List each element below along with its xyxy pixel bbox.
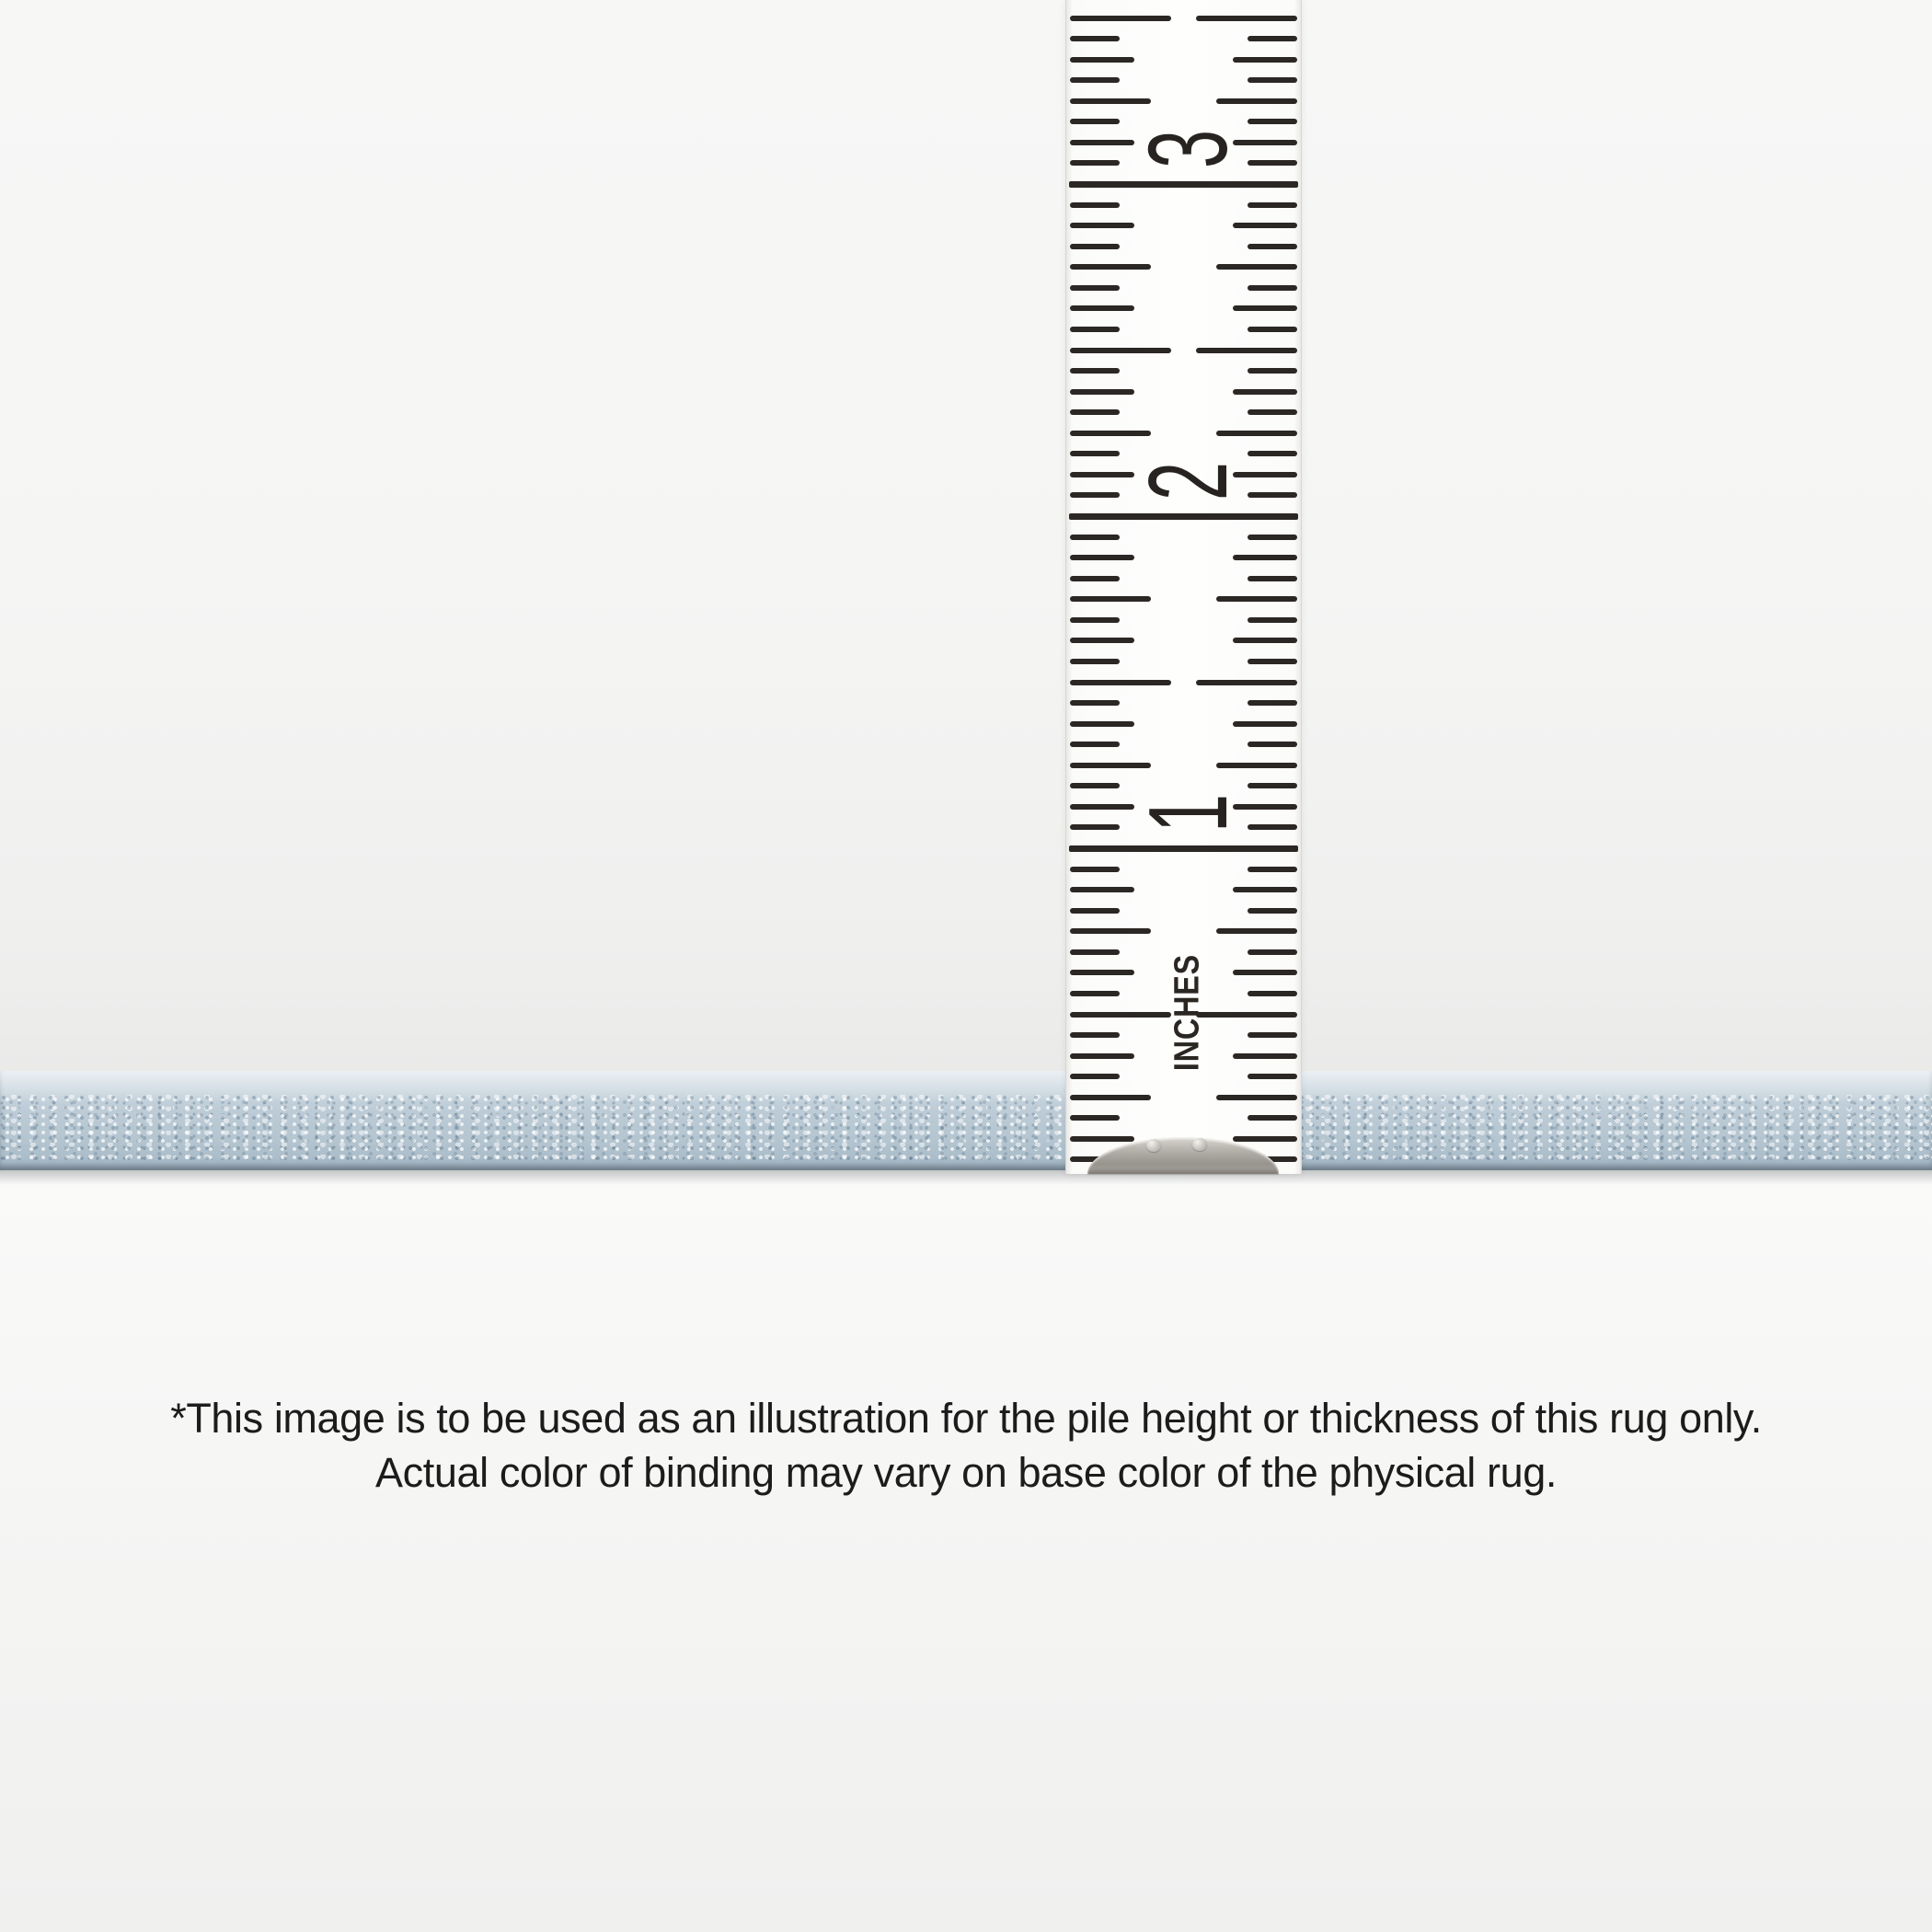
ruler-tick [1216,596,1297,602]
ruler-tick [1070,389,1134,395]
ruler-tick [1070,409,1120,415]
ruler-tick [1070,1115,1120,1121]
ruler-tick [1070,555,1134,560]
ruler-tick [1216,928,1297,934]
ruler-tick [1070,202,1120,208]
rivet-dot [1146,1139,1161,1152]
ruler-tick [1070,867,1120,872]
ruler-tick [1070,1095,1151,1100]
ruler-mark-2-inch [1114,408,1261,555]
rug-edge-profile [0,1071,1932,1170]
ruler-tick [1070,928,1151,934]
ruler-tick [1233,57,1297,63]
ruler-tick [1070,327,1120,332]
ruler-mark-3-inch [1114,75,1261,223]
ruler-mark-label: 2 [1124,461,1250,501]
ruler-tick [1196,680,1297,685]
ruler-tick [1248,285,1297,291]
disclaimer-line-1: *This image is to be used as an illustration for the pile height or thickness of this rug only. [170,1395,1762,1442]
ruler-tick [1248,1115,1297,1121]
ruler-tick [1216,264,1297,270]
ruler-tick [1070,160,1120,166]
ruler-tick [1070,908,1120,914]
ruler-tick [1070,659,1120,664]
ruler-tick [1248,576,1297,581]
ruler-tick [1070,576,1120,581]
ruler-tick [1070,57,1134,63]
ruler-tick [1070,638,1134,643]
ruler-tick [1070,348,1171,353]
ruler-tick [1248,659,1297,664]
ruler-tick [1070,991,1120,996]
ruler-tick [1070,264,1151,270]
ruler-tick [1070,223,1134,228]
ruler-tick [1233,223,1297,228]
tape-measure-ruler [1065,0,1302,1174]
ruler-tick [1070,596,1151,602]
ruler-tick [1248,327,1297,332]
ruler-tick [1070,1032,1120,1038]
ruler-tick [1196,16,1297,21]
inches-label: INCHES [1167,953,1207,1071]
ruler-tick [1070,1074,1120,1079]
ruler-mark-1-inch [1114,740,1261,887]
ruler-mark-label: 1 [1124,793,1250,834]
ruler-tick [1070,16,1171,21]
ruler-tick [1070,119,1120,124]
disclaimer-line-2: Actual color of binding may vary on base color of the physical rug. [375,1449,1557,1496]
ruler-tick [1248,617,1297,623]
rivet-dot [1192,1138,1207,1151]
ruler-tick [1070,949,1120,955]
ruler-tick [1196,348,1297,353]
metal-end-hook-icon [1087,1137,1279,1174]
ruler-tick [1070,617,1120,623]
ruler-tick [1070,700,1120,706]
ruler-tick [1070,451,1120,456]
ruler-tick [1070,887,1134,892]
ruler-tick [1070,680,1171,685]
ruler-tick [1070,368,1120,374]
ruler-tick [1070,742,1120,747]
ruler-tick [1248,700,1297,706]
ruler-tick [1233,887,1297,892]
ruler-tick [1233,1136,1297,1142]
ruler-tick [1070,36,1120,41]
ruler-tick [1248,908,1297,914]
rug-shadow [0,1170,1932,1185]
ruler-tick [1233,721,1297,727]
ruler-unit-label [1114,938,1261,1086]
ruler-tick [1216,1095,1297,1100]
ruler-tick [1233,555,1297,560]
floor-surface [0,1170,1932,1932]
ruler-tick [1233,638,1297,643]
ruler-tick [1070,721,1134,727]
ruler-tick [1070,1136,1134,1142]
disclaimer-text [0,1391,1932,1500]
ruler-tick [1248,36,1297,41]
ruler-tick [1070,77,1120,83]
ruler-tick [1070,824,1120,830]
ruler-mark-label: 3 [1124,129,1250,169]
ruler-tick [1070,244,1120,249]
ruler-tick [1248,244,1297,249]
ruler-tick [1070,492,1120,498]
ruler-tick [1248,368,1297,374]
ruler-tick [1070,285,1120,291]
ruler-tick [1233,305,1297,311]
ruler-tick [1070,535,1120,540]
ruler-tick [1070,783,1120,788]
ruler-tick [1070,305,1134,311]
ruler-tick [1233,389,1297,395]
